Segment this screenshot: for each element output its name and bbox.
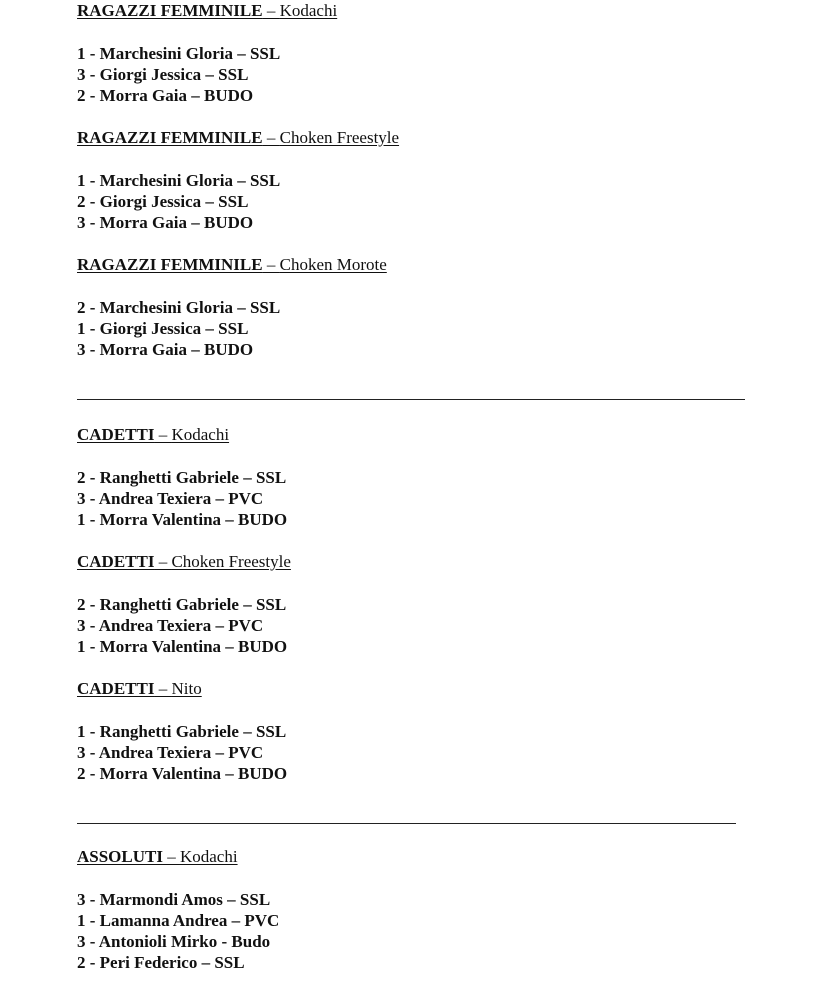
section-ragazzi-femminile	[77, 0, 777, 360]
heading-separator: –	[262, 128, 280, 147]
event-heading	[77, 0, 777, 22]
event-category: RAGAZZI FEMMINILE	[77, 1, 263, 20]
heading-separator: –	[154, 679, 172, 698]
event-category: CADETTI	[77, 425, 155, 444]
event-block	[77, 678, 777, 784]
event-discipline: Nito	[171, 679, 202, 698]
event-block	[77, 424, 777, 530]
heading-separator: –	[154, 425, 172, 444]
result-item: 1 - Marchesini Gloria – SSL	[77, 171, 281, 190]
result-item: 2 - Ranghetti Gabriele – SSL	[77, 468, 287, 487]
result-item: 1 - Marchesini Gloria – SSL	[77, 44, 281, 63]
result-item: 3 - Morra Gaia – BUDO	[77, 213, 254, 232]
result-item: 3 - Andrea Texiera – PVC	[77, 616, 264, 635]
event-discipline: Choken Freestyle	[171, 552, 291, 571]
results-list	[77, 889, 777, 973]
event-heading	[77, 551, 777, 573]
result-item: 2 - Marchesini Gloria – SSL	[77, 298, 281, 317]
event-category: CADETTI	[77, 552, 155, 571]
event-discipline: Kodachi	[279, 1, 338, 20]
event-block	[77, 0, 777, 106]
event-block	[77, 551, 777, 657]
result-item: 2 - Ranghetti Gabriele – SSL	[77, 595, 287, 614]
result-item: 2 - Giorgi Jessica – SSL	[77, 192, 249, 211]
section-assoluti	[77, 846, 777, 973]
result-item: 3 - Andrea Texiera – PVC	[77, 743, 264, 762]
heading-separator: –	[262, 1, 280, 20]
results-list	[77, 721, 777, 784]
event-category: CADETTI	[77, 679, 155, 698]
event-discipline: Kodachi	[179, 847, 238, 866]
results-list	[77, 170, 777, 233]
event-heading	[77, 846, 777, 868]
event-category: RAGAZZI FEMMINILE	[77, 255, 263, 274]
event-block	[77, 127, 777, 233]
result-item: 2 - Peri Federico – SSL	[77, 953, 245, 972]
event-block	[77, 846, 777, 973]
event-discipline: Choken Morote	[279, 255, 387, 274]
results-list	[77, 594, 777, 657]
event-discipline: Choken Freestyle	[279, 128, 400, 147]
event-heading	[77, 678, 777, 700]
result-item: 2 - Morra Valentina – BUDO	[77, 764, 288, 783]
result-item: 1 - Lamanna Andrea – PVC	[77, 911, 280, 930]
event-category: ASSOLUTI	[77, 847, 163, 866]
event-heading	[77, 254, 777, 276]
result-item: 1 - Giorgi Jessica – SSL	[77, 319, 249, 338]
result-item: 3 - Giorgi Jessica – SSL	[77, 65, 249, 84]
result-item: 1 - Ranghetti Gabriele – SSL	[77, 722, 287, 741]
result-item: 1 - Morra Valentina – BUDO	[77, 510, 288, 529]
results-list	[77, 297, 777, 360]
result-item: 3 - Antonioli Mirko - Budo	[77, 932, 271, 951]
result-item: 2 - Morra Gaia – BUDO	[77, 86, 254, 105]
result-item: 1 - Morra Valentina – BUDO	[77, 637, 288, 656]
results-list	[77, 43, 777, 106]
event-discipline: Kodachi	[171, 425, 230, 444]
result-item: 3 - Marmondi Amos – SSL	[77, 890, 271, 909]
event-heading	[77, 424, 777, 446]
results-document	[77, 0, 777, 973]
event-heading	[77, 127, 777, 149]
results-list	[77, 467, 777, 530]
event-category: RAGAZZI FEMMINILE	[77, 128, 263, 147]
heading-separator: –	[154, 552, 172, 571]
result-item: 3 - Andrea Texiera – PVC	[77, 489, 264, 508]
heading-separator: –	[262, 255, 280, 274]
event-block	[77, 254, 777, 360]
section-cadetti	[77, 424, 777, 784]
heading-separator: –	[162, 847, 180, 866]
result-item: 3 - Morra Gaia – BUDO	[77, 340, 254, 359]
